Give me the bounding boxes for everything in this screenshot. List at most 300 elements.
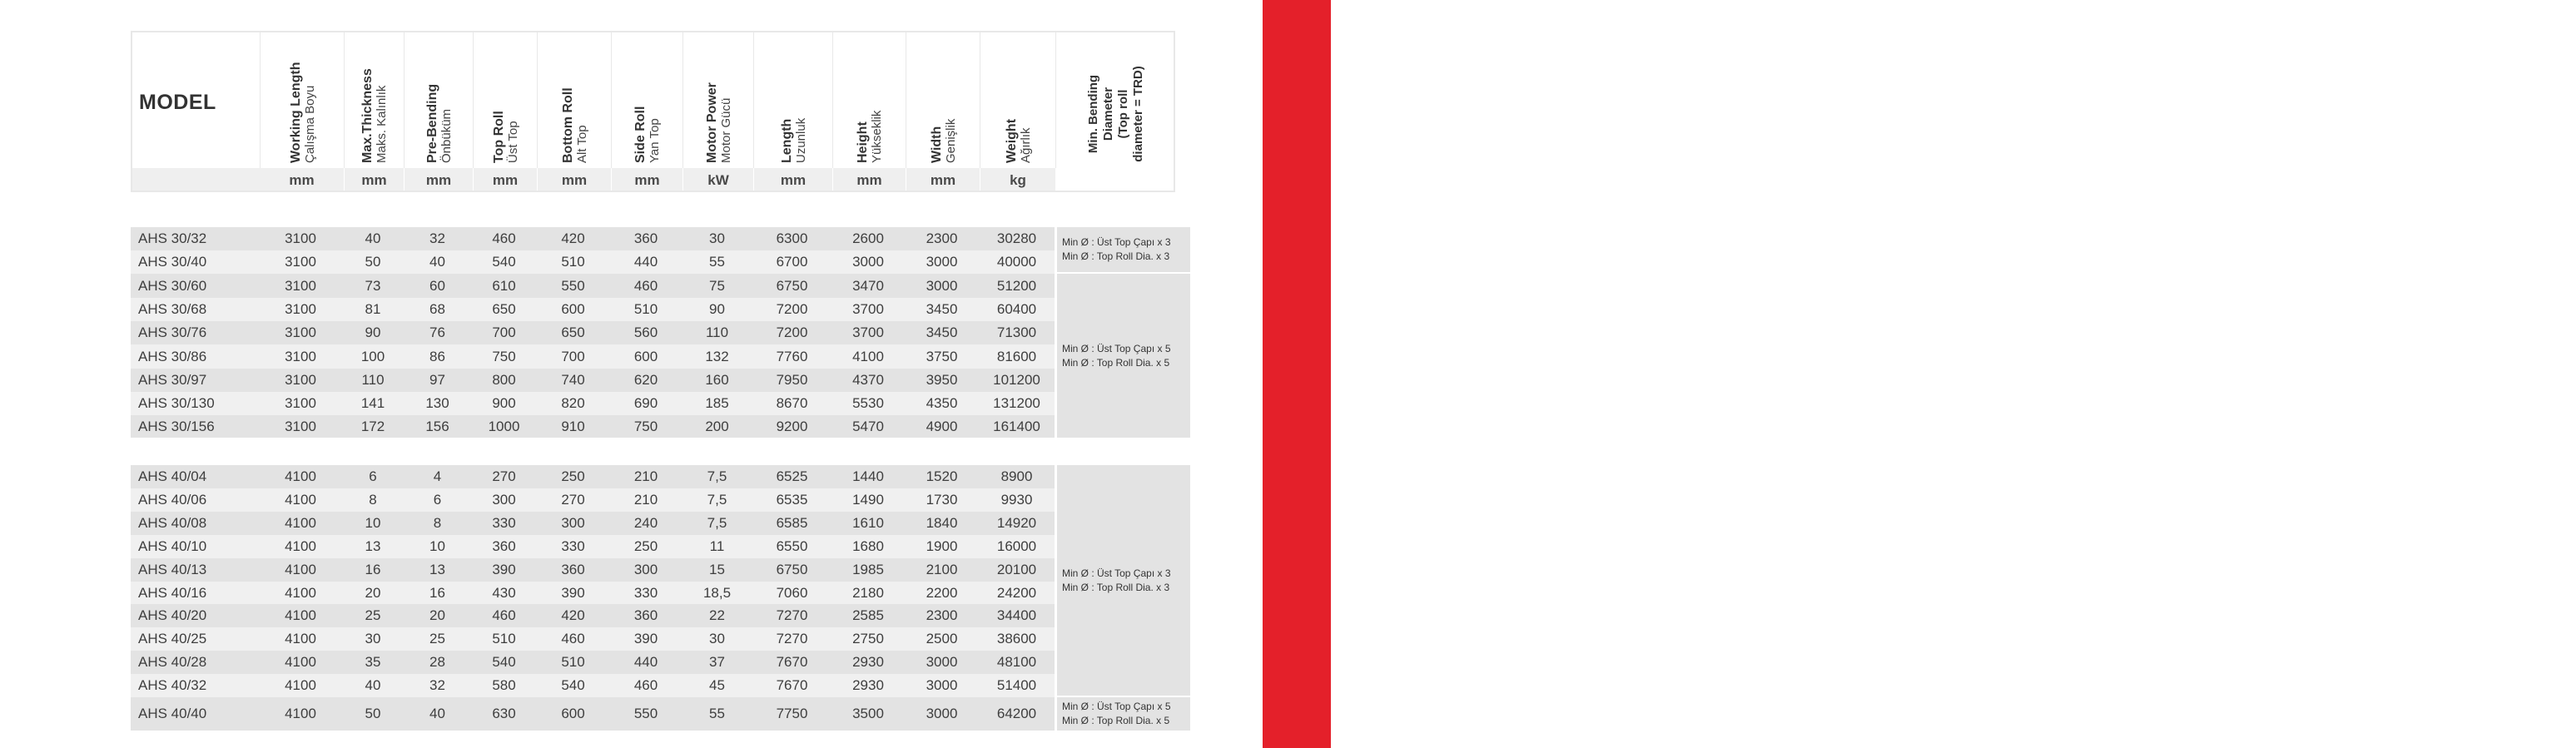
min-bending-line-1: Min. Bending [1086, 74, 1100, 154]
column-header-en: Pre-Bending [424, 83, 439, 163]
table-cell: 3000 [926, 677, 958, 693]
table-row [131, 674, 1055, 697]
table-cell: 35 [365, 654, 381, 670]
table-cell: 37 [709, 654, 725, 670]
table-cell: 6 [433, 492, 442, 508]
table-row [131, 651, 1055, 674]
column-header-tr: Çalışma Boyu [303, 85, 317, 163]
column-header-tr: Genişlik [943, 118, 958, 163]
table-cell: 330 [561, 538, 585, 554]
table-cell: 3100 [285, 230, 316, 246]
table-cell: 8670 [776, 395, 808, 411]
table-cell: 1520 [926, 468, 958, 484]
model-name: AHS 30/32 [138, 230, 207, 246]
table-cell: 5530 [852, 395, 884, 411]
table-row [131, 697, 1055, 731]
table-cell: 330 [492, 515, 516, 531]
table-cell: 3000 [926, 706, 958, 721]
table-row [131, 465, 1055, 488]
table-cell: 13 [365, 538, 381, 554]
model-name: AHS 30/156 [138, 418, 215, 434]
model-name: AHS 40/32 [138, 677, 207, 693]
table-cell: 50 [365, 706, 381, 721]
table-row [131, 298, 1055, 321]
table-cell: 560 [633, 324, 658, 340]
table-cell: 6550 [776, 538, 808, 554]
table-cell: 3700 [852, 301, 884, 317]
model-name: AHS 40/13 [138, 562, 207, 577]
table-cell: 7,5 [707, 468, 727, 484]
table-cell: 3100 [285, 418, 316, 434]
section-title-en: Bending Machines [2543, 49, 2559, 173]
table-cell: 7060 [776, 584, 808, 601]
column-header-en: Top Roll [491, 111, 506, 163]
table-cell: 1680 [852, 538, 884, 554]
table-cell: 550 [633, 706, 658, 721]
table-cell: 185 [705, 395, 729, 411]
table-cell: 28 [429, 654, 445, 670]
column-header-11 [980, 32, 1056, 168]
table-cell: 580 [492, 677, 516, 693]
table-cell: 6525 [776, 468, 808, 484]
column-unit: kg [980, 168, 1056, 191]
table-cell: 25 [429, 631, 445, 646]
table-cell: 7670 [776, 654, 808, 670]
table-cell: 300 [633, 562, 658, 577]
table-cell: 2500 [926, 631, 958, 646]
min-bending-note-line: Min Ø : Top Roll Dia. x 5 [1062, 715, 1170, 726]
table-cell: 30 [709, 631, 725, 646]
table-cell: 4370 [852, 372, 884, 388]
model-name: AHS 40/10 [138, 538, 207, 554]
table-cell: 7760 [776, 348, 808, 364]
model-name: AHS 30/68 [138, 301, 207, 317]
table-cell: 20100 [996, 562, 1037, 577]
table-cell: 210 [633, 492, 658, 508]
table-row [131, 604, 1055, 627]
table-cell: 9200 [776, 418, 808, 434]
table-row [131, 488, 1055, 512]
column-header-en: Max.Thickness [360, 68, 375, 163]
table-cell: 4100 [285, 492, 316, 508]
table-cell: 45 [709, 677, 725, 693]
table-cell: 3450 [926, 324, 958, 340]
table-cell: 156 [425, 418, 449, 434]
table-cell: 55 [709, 706, 725, 721]
table-cell: 4 [433, 468, 442, 484]
table-cell: 650 [492, 301, 516, 317]
table-cell: 68 [429, 301, 445, 317]
min-bending-line-3: (Top roll [1116, 89, 1130, 139]
table-cell: 6700 [776, 254, 808, 270]
column-header-tr: Motor Gücü [718, 97, 733, 163]
table-cell: 10 [365, 515, 381, 531]
table-cell: 820 [561, 395, 585, 411]
table-cell: 3100 [285, 372, 316, 388]
model-column-header: MODEL [139, 91, 216, 114]
column-header-9 [833, 32, 906, 168]
table-cell: 440 [633, 654, 658, 670]
min-bending-header [1056, 32, 1174, 191]
table-cell: 7200 [776, 324, 808, 340]
min-bending-note [1057, 465, 1190, 696]
table-cell: 200 [705, 418, 729, 434]
table-cell: 800 [492, 372, 516, 388]
model-name: AHS 30/97 [138, 372, 207, 388]
column-header-tr: Önbüküm [439, 108, 454, 163]
table-cell: 390 [492, 562, 516, 577]
min-bending-line-4: diameter = TRD) [1131, 66, 1145, 162]
table-cell: 460 [633, 277, 658, 294]
table-cell: 6 [369, 468, 377, 484]
table-cell: 131200 [993, 395, 1040, 411]
table-cell: 250 [561, 468, 585, 484]
table-cell: 90 [365, 324, 381, 340]
table-cell: 38600 [996, 631, 1037, 646]
column-header-en: Height [856, 121, 870, 163]
column-header-en: Weight [1004, 118, 1019, 163]
table-cell: 2300 [926, 607, 958, 623]
column-header-10 [906, 32, 980, 168]
column-header-5 [538, 32, 612, 168]
table-cell: 460 [633, 677, 658, 693]
table-cell: 4100 [285, 631, 316, 646]
table-cell: 3500 [852, 706, 884, 721]
table-cell: 3100 [285, 395, 316, 411]
column-header-tr: Ağırlık [1018, 127, 1033, 163]
table-cell: 360 [492, 538, 516, 554]
model-name: AHS 30/76 [138, 324, 207, 340]
table-cell: 60400 [996, 301, 1037, 317]
table-cell: 172 [360, 418, 385, 434]
table-cell: 81 [365, 301, 381, 317]
table-cell: 3100 [285, 348, 316, 364]
table-cell: 7,5 [707, 492, 727, 508]
table-cell: 24200 [996, 584, 1037, 601]
table-cell: 40000 [996, 254, 1037, 270]
table-cell: 50 [365, 254, 381, 270]
min-bending-note-line: Min Ø : Üst Top Çapı x 3 [1062, 567, 1171, 579]
table-row [131, 227, 1055, 250]
table-row [131, 558, 1055, 582]
section-title-tr: Bükme Makineleri [2559, 53, 2576, 173]
side-tab [1263, 0, 2576, 748]
column-header-3 [405, 32, 474, 168]
table-cell: 3000 [926, 654, 958, 670]
column-header-6 [612, 32, 683, 168]
table-cell: 3950 [926, 372, 958, 388]
column-unit: mm [833, 168, 906, 191]
table-cell: 390 [633, 631, 658, 646]
table-row [131, 274, 1055, 298]
column-header-tr: Maks. Kalınlık [375, 85, 389, 163]
table-cell: 7670 [776, 677, 808, 693]
table-cell: 20 [365, 584, 381, 601]
table-cell: 360 [633, 607, 658, 623]
table-cell: 4100 [285, 607, 316, 623]
column-header-en: Width [929, 126, 944, 163]
table-cell: 30280 [996, 230, 1037, 246]
table-cell: 460 [492, 230, 516, 246]
table-cell: 3470 [852, 277, 884, 294]
table-row [131, 250, 1055, 274]
table-row [131, 582, 1055, 604]
table-cell: 510 [561, 254, 585, 270]
table-cell: 16 [429, 584, 445, 601]
table-row [131, 512, 1055, 535]
table-cell: 76 [429, 324, 445, 340]
table-cell: 7270 [776, 607, 808, 623]
table-cell: 300 [492, 492, 516, 508]
table-cell: 700 [561, 348, 585, 364]
column-unit: mm [345, 168, 405, 191]
table-cell: 330 [633, 584, 658, 601]
table-cell: 2100 [926, 562, 958, 577]
table-cell: 16 [365, 562, 381, 577]
table-cell: 30 [365, 631, 381, 646]
table-cell: 48100 [996, 654, 1037, 670]
table-cell: 3450 [926, 301, 958, 317]
table-cell: 600 [633, 348, 658, 364]
table-cell: 6535 [776, 492, 808, 508]
table-row [131, 321, 1055, 344]
column-unit: mm [405, 168, 474, 191]
table-cell: 10 [429, 538, 445, 554]
column-unit: kW [683, 168, 754, 191]
column-header-tr: Üst Top [505, 121, 520, 163]
min-bending-note-line: Min Ø : Top Roll Dia. x 5 [1062, 356, 1170, 369]
table-cell: 18,5 [702, 584, 732, 601]
table-cell: 250 [633, 538, 658, 554]
table-cell: 6750 [776, 277, 808, 294]
section-number: 01 [2546, 184, 2572, 211]
table-cell: 540 [561, 677, 585, 693]
table-cell: 101200 [993, 372, 1040, 388]
table-cell: 130 [425, 395, 449, 411]
table-cell: 3000 [926, 277, 958, 294]
table-cell: 3750 [926, 348, 958, 364]
table-cell: 690 [633, 395, 658, 411]
table-cell: 64200 [996, 706, 1037, 721]
column-unit: mm [906, 168, 980, 191]
table-cell: 8900 [1000, 468, 1033, 484]
table-cell: 360 [561, 562, 585, 577]
table-cell: 2930 [852, 677, 884, 693]
model-name: AHS 40/20 [138, 607, 207, 623]
table-cell: 440 [633, 254, 658, 270]
table-cell: 910 [561, 418, 585, 434]
table-cell: 100 [360, 348, 385, 364]
table-cell: 4100 [285, 654, 316, 670]
table-cell: 3000 [926, 254, 958, 270]
table-cell: 7950 [776, 372, 808, 388]
table-cell: 540 [492, 254, 516, 270]
table-cell: 4100 [285, 562, 316, 577]
table-cell: 420 [561, 230, 585, 246]
table-cell: 110 [361, 372, 385, 388]
table-cell: 620 [633, 372, 658, 388]
table-cell: 161400 [993, 418, 1040, 434]
table-cell: 97 [429, 372, 445, 388]
column-header-tr: Uzunluk [793, 117, 808, 163]
table-cell: 3100 [285, 324, 316, 340]
table-cell: 2750 [852, 631, 884, 646]
table-cell: 14920 [996, 515, 1037, 531]
table-cell: 4900 [926, 418, 958, 434]
table-cell: 2930 [852, 654, 884, 670]
model-name: AHS 40/16 [138, 584, 207, 601]
table-cell: 60 [429, 277, 445, 294]
min-bending-note-line: Min Ø : Top Roll Dia. x 3 [1062, 250, 1170, 262]
table-cell: 2585 [852, 607, 884, 623]
table-cell: 270 [561, 492, 585, 508]
table-cell: 4350 [926, 395, 958, 411]
table-cell: 2200 [926, 584, 958, 601]
table-cell: 11 [709, 538, 725, 554]
table-cell: 40 [429, 254, 445, 270]
table-cell: 7750 [776, 706, 808, 721]
table-cell: 32 [429, 677, 445, 693]
table-cell: 550 [561, 277, 585, 294]
column-header-2 [345, 32, 405, 168]
table-cell: 420 [561, 607, 585, 623]
table-cell: 15 [709, 562, 725, 577]
table-cell: 16000 [996, 538, 1037, 554]
table-cell: 34400 [996, 607, 1037, 623]
column-header-tr: Yan Top [648, 118, 662, 163]
table-cell: 210 [633, 468, 658, 484]
table-cell: 600 [561, 301, 585, 317]
table-cell: 1490 [852, 492, 884, 508]
table-cell: 20 [429, 607, 445, 623]
table-cell: 4100 [285, 515, 316, 531]
column-header-4 [474, 32, 538, 168]
table-row [131, 392, 1055, 415]
table-cell: 13 [429, 562, 445, 577]
model-name: AHS 40/28 [138, 654, 207, 670]
table-cell: 8 [433, 515, 442, 531]
table-cell: 700 [492, 324, 516, 340]
min-bending-note-line: Min Ø : Üst Top Çapı x 5 [1062, 701, 1171, 712]
table-cell: 2600 [852, 230, 884, 246]
min-bending-line-2: Diameter [1101, 87, 1115, 141]
table-cell: 460 [561, 631, 585, 646]
table-header [131, 31, 1175, 192]
column-header-en: Length [779, 118, 794, 163]
table-cell: 73 [365, 277, 381, 294]
table-row [131, 415, 1055, 438]
table-cell: 600 [561, 706, 585, 721]
table-cell: 740 [561, 372, 585, 388]
table-cell: 460 [492, 607, 516, 623]
table-cell: 1900 [926, 538, 958, 554]
table-cell: 51400 [996, 677, 1037, 693]
min-bending-note [1057, 697, 1190, 731]
table-cell: 40 [365, 230, 381, 246]
table-cell: 22 [709, 607, 725, 623]
table-cell: 3000 [852, 254, 884, 270]
min-bending-note [1057, 274, 1190, 438]
table-cell: 430 [492, 584, 516, 601]
table-cell: 75 [709, 277, 725, 294]
table-cell: 390 [561, 584, 585, 601]
table-cell: 30 [709, 230, 725, 246]
table-cell: 40 [429, 706, 445, 721]
side-tab-text [2543, 49, 2576, 210]
column-header-tr: Yükseklik [870, 110, 884, 163]
table-cell: 4100 [285, 468, 316, 484]
model-name: AHS 30/40 [138, 254, 207, 270]
table-cell: 750 [633, 418, 658, 434]
column-header-1 [260, 32, 345, 168]
min-bending-note [1057, 227, 1190, 272]
table-cell: 750 [492, 348, 516, 364]
table-cell: 540 [492, 654, 516, 670]
table-cell: 610 [492, 277, 516, 294]
table-cell: 8 [369, 492, 377, 508]
column-unit: mm [754, 168, 833, 191]
table-cell: 300 [561, 515, 585, 531]
column-header-en: Motor Power [704, 82, 719, 163]
table-row [131, 369, 1055, 392]
table-cell: 6585 [776, 515, 808, 531]
model-name: AHS 30/60 [138, 277, 207, 294]
table-cell: 240 [633, 515, 658, 531]
table-cell: 650 [561, 324, 585, 340]
model-name: AHS 40/04 [138, 468, 207, 484]
column-unit: mm [260, 168, 345, 191]
table-cell: 360 [633, 230, 658, 246]
table-cell: 141 [360, 395, 385, 411]
column-unit: mm [612, 168, 683, 191]
model-name: AHS 30/86 [138, 348, 207, 364]
table-cell: 3100 [285, 277, 316, 294]
table-cell: 55 [709, 254, 725, 270]
table-cell: 2300 [926, 230, 958, 246]
table-cell: 1000 [488, 418, 520, 434]
table-cell: 630 [492, 706, 516, 721]
table-cell: 1440 [852, 468, 884, 484]
model-name: AHS 40/40 [138, 706, 207, 721]
table-cell: 51200 [996, 277, 1037, 294]
table-row [131, 344, 1055, 369]
table-cell: 270 [492, 468, 516, 484]
table-cell: 160 [705, 372, 729, 388]
column-header-7 [683, 32, 754, 168]
table-cell: 6750 [776, 562, 808, 577]
table-cell: 510 [492, 631, 516, 646]
table-cell: 7270 [776, 631, 808, 646]
table-cell: 1985 [852, 562, 884, 577]
table-cell: 90 [709, 301, 725, 317]
table-cell: 900 [492, 395, 516, 411]
table-cell: 32 [429, 230, 445, 246]
table-cell: 40 [365, 677, 381, 693]
min-bending-note-line: Min Ø : Üst Top Çapı x 3 [1062, 236, 1171, 248]
table-cell: 5470 [852, 418, 884, 434]
table-cell: 132 [705, 348, 729, 364]
model-name: AHS 40/25 [138, 631, 207, 646]
column-unit: mm [538, 168, 612, 191]
model-name: AHS 40/08 [138, 515, 207, 531]
table-cell: 6300 [776, 230, 808, 246]
column-header-en: Working Length [289, 62, 303, 163]
table-cell: 3100 [285, 254, 316, 270]
table-cell: 2180 [852, 584, 884, 601]
column-header-en: Side Roll [633, 106, 648, 163]
column-header-en: Bottom Roll [560, 87, 575, 163]
table-cell: 4100 [852, 348, 884, 364]
